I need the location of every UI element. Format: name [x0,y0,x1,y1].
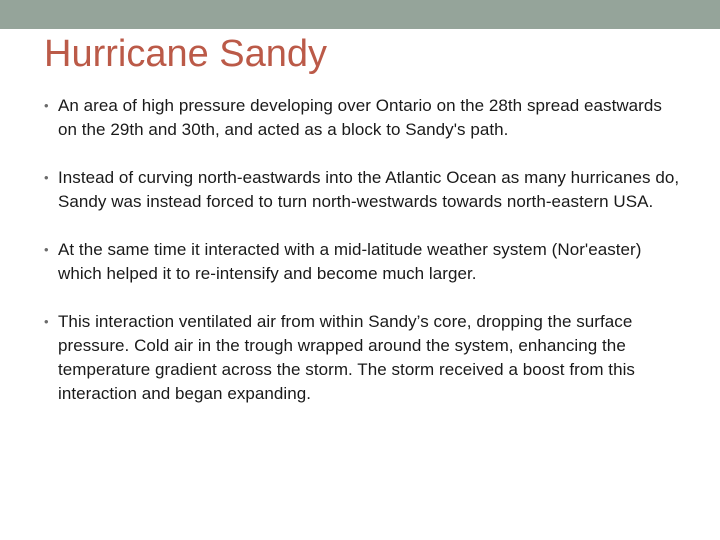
slide-title: Hurricane Sandy [44,33,328,75]
bullet-item-4 [44,310,684,406]
bullet-marker: • [44,170,49,185]
top-accent-bar [0,0,720,29]
bullet-item-3 [44,238,684,286]
bullet-item-1 [44,94,684,142]
bullet-text: This interaction ventilated air from within Sandy’s core, dropping the surface pressure. Cold air in the trough wrapped around the system, enhancing the temperature gradient across the storm. The storm received a boost from this interaction and began expanding. [58,312,635,403]
bullet-marker: • [44,314,49,329]
bullet-text: At the same time it interacted with a mid-latitude weather system (Nor'easter) which helped it to re-intensify and become much larger. [58,240,642,283]
bullet-list [44,94,684,430]
bullet-item-2 [44,166,684,214]
bullet-text: An area of high pressure developing over Ontario on the 28th spread eastwards on the 29th and 30th, and acted as a block to Sandy's path. [58,96,662,139]
bullet-text: Instead of curving north-eastwards into the Atlantic Ocean as many hurricanes do, Sandy was instead forced to turn north-westwards towards north-eastern USA. [58,168,680,211]
bullet-marker: • [44,242,49,257]
bullet-marker: • [44,98,49,113]
